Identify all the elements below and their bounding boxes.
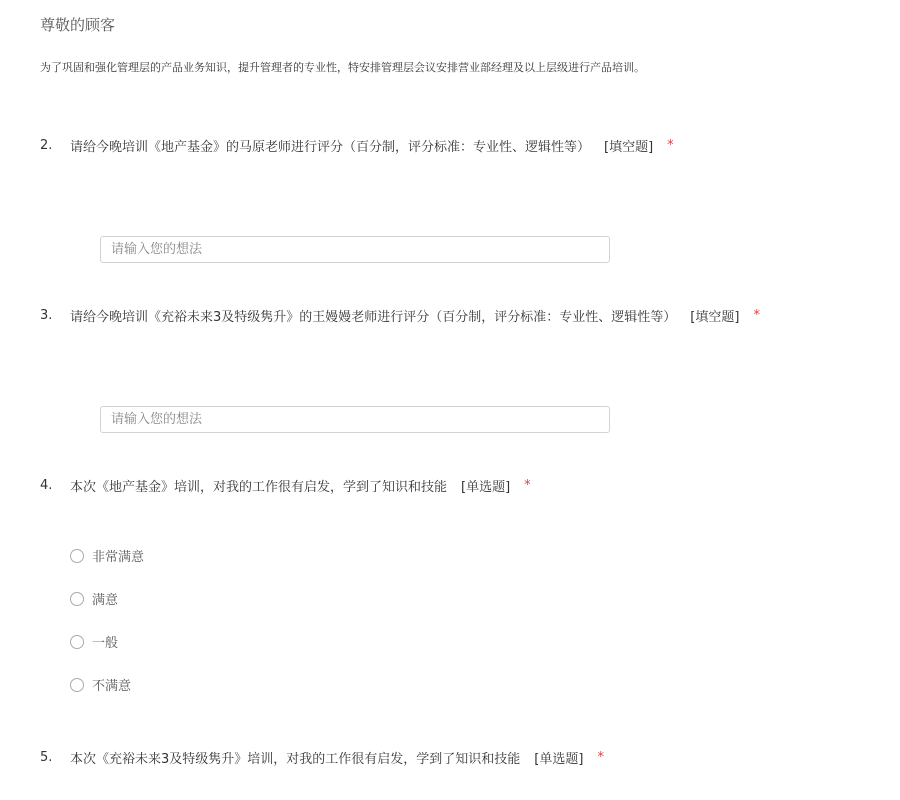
question-type: [单选题] (534, 752, 584, 767)
radio-option-average[interactable] (70, 632, 118, 651)
required-marker: * (667, 138, 674, 153)
page-greeting: 尊敬的顾客 (40, 16, 116, 34)
required-marker: * (597, 750, 604, 765)
radio-option-label: 满意 (92, 593, 119, 608)
question-2-answer-input[interactable] (100, 236, 610, 263)
required-marker: * (524, 478, 531, 493)
question-4-title (40, 476, 531, 495)
radio-option-dissatisfied[interactable] (70, 675, 131, 694)
question-text: 请给今晚培训《充裕未来3及特级隽升》的王嫚嫚老师进行评分（百分制，评分标准：专业性、逻辑性等） (70, 310, 677, 325)
question-number: 5. (40, 750, 53, 765)
question-2-title (40, 136, 674, 155)
radio-circle-icon[interactable] (70, 678, 84, 692)
radio-circle-icon[interactable] (70, 549, 84, 563)
radio-option-satisfied[interactable] (70, 589, 118, 608)
radio-option-label: 非常满意 (92, 550, 145, 565)
question-type: [填空题] (604, 140, 654, 155)
radio-option-very-satisfied[interactable] (70, 546, 144, 565)
survey-intro: 为了巩固和强化管理层的产品业务知识，提升管理者的专业性，特安排管理层会议安排营业部经理及以上层级进行产品培训。 (40, 61, 645, 74)
question-text: 本次《充裕未来3及特级隽升》培训，对我的工作很有启发，学到了知识和技能 (70, 752, 521, 767)
question-3-answer-input[interactable] (100, 406, 610, 433)
question-type: [单选题] (461, 480, 511, 495)
question-text: 本次《地产基金》培训，对我的工作很有启发，学到了知识和技能 (70, 480, 448, 495)
radio-circle-icon[interactable] (70, 592, 84, 606)
question-type: [填空题] (690, 310, 740, 325)
question-number: 3. (40, 308, 53, 323)
question-5-title (40, 748, 604, 767)
question-number: 2. (40, 138, 53, 153)
radio-circle-icon[interactable] (70, 635, 84, 649)
question-number: 4. (40, 478, 53, 493)
required-marker: * (753, 308, 760, 323)
question-text: 请给今晚培训《地产基金》的马原老师进行评分（百分制，评分标准：专业性、逻辑性等） (70, 140, 591, 155)
question-3-title (40, 306, 760, 325)
radio-option-label: 一般 (92, 636, 119, 651)
radio-option-label: 不满意 (92, 679, 132, 694)
